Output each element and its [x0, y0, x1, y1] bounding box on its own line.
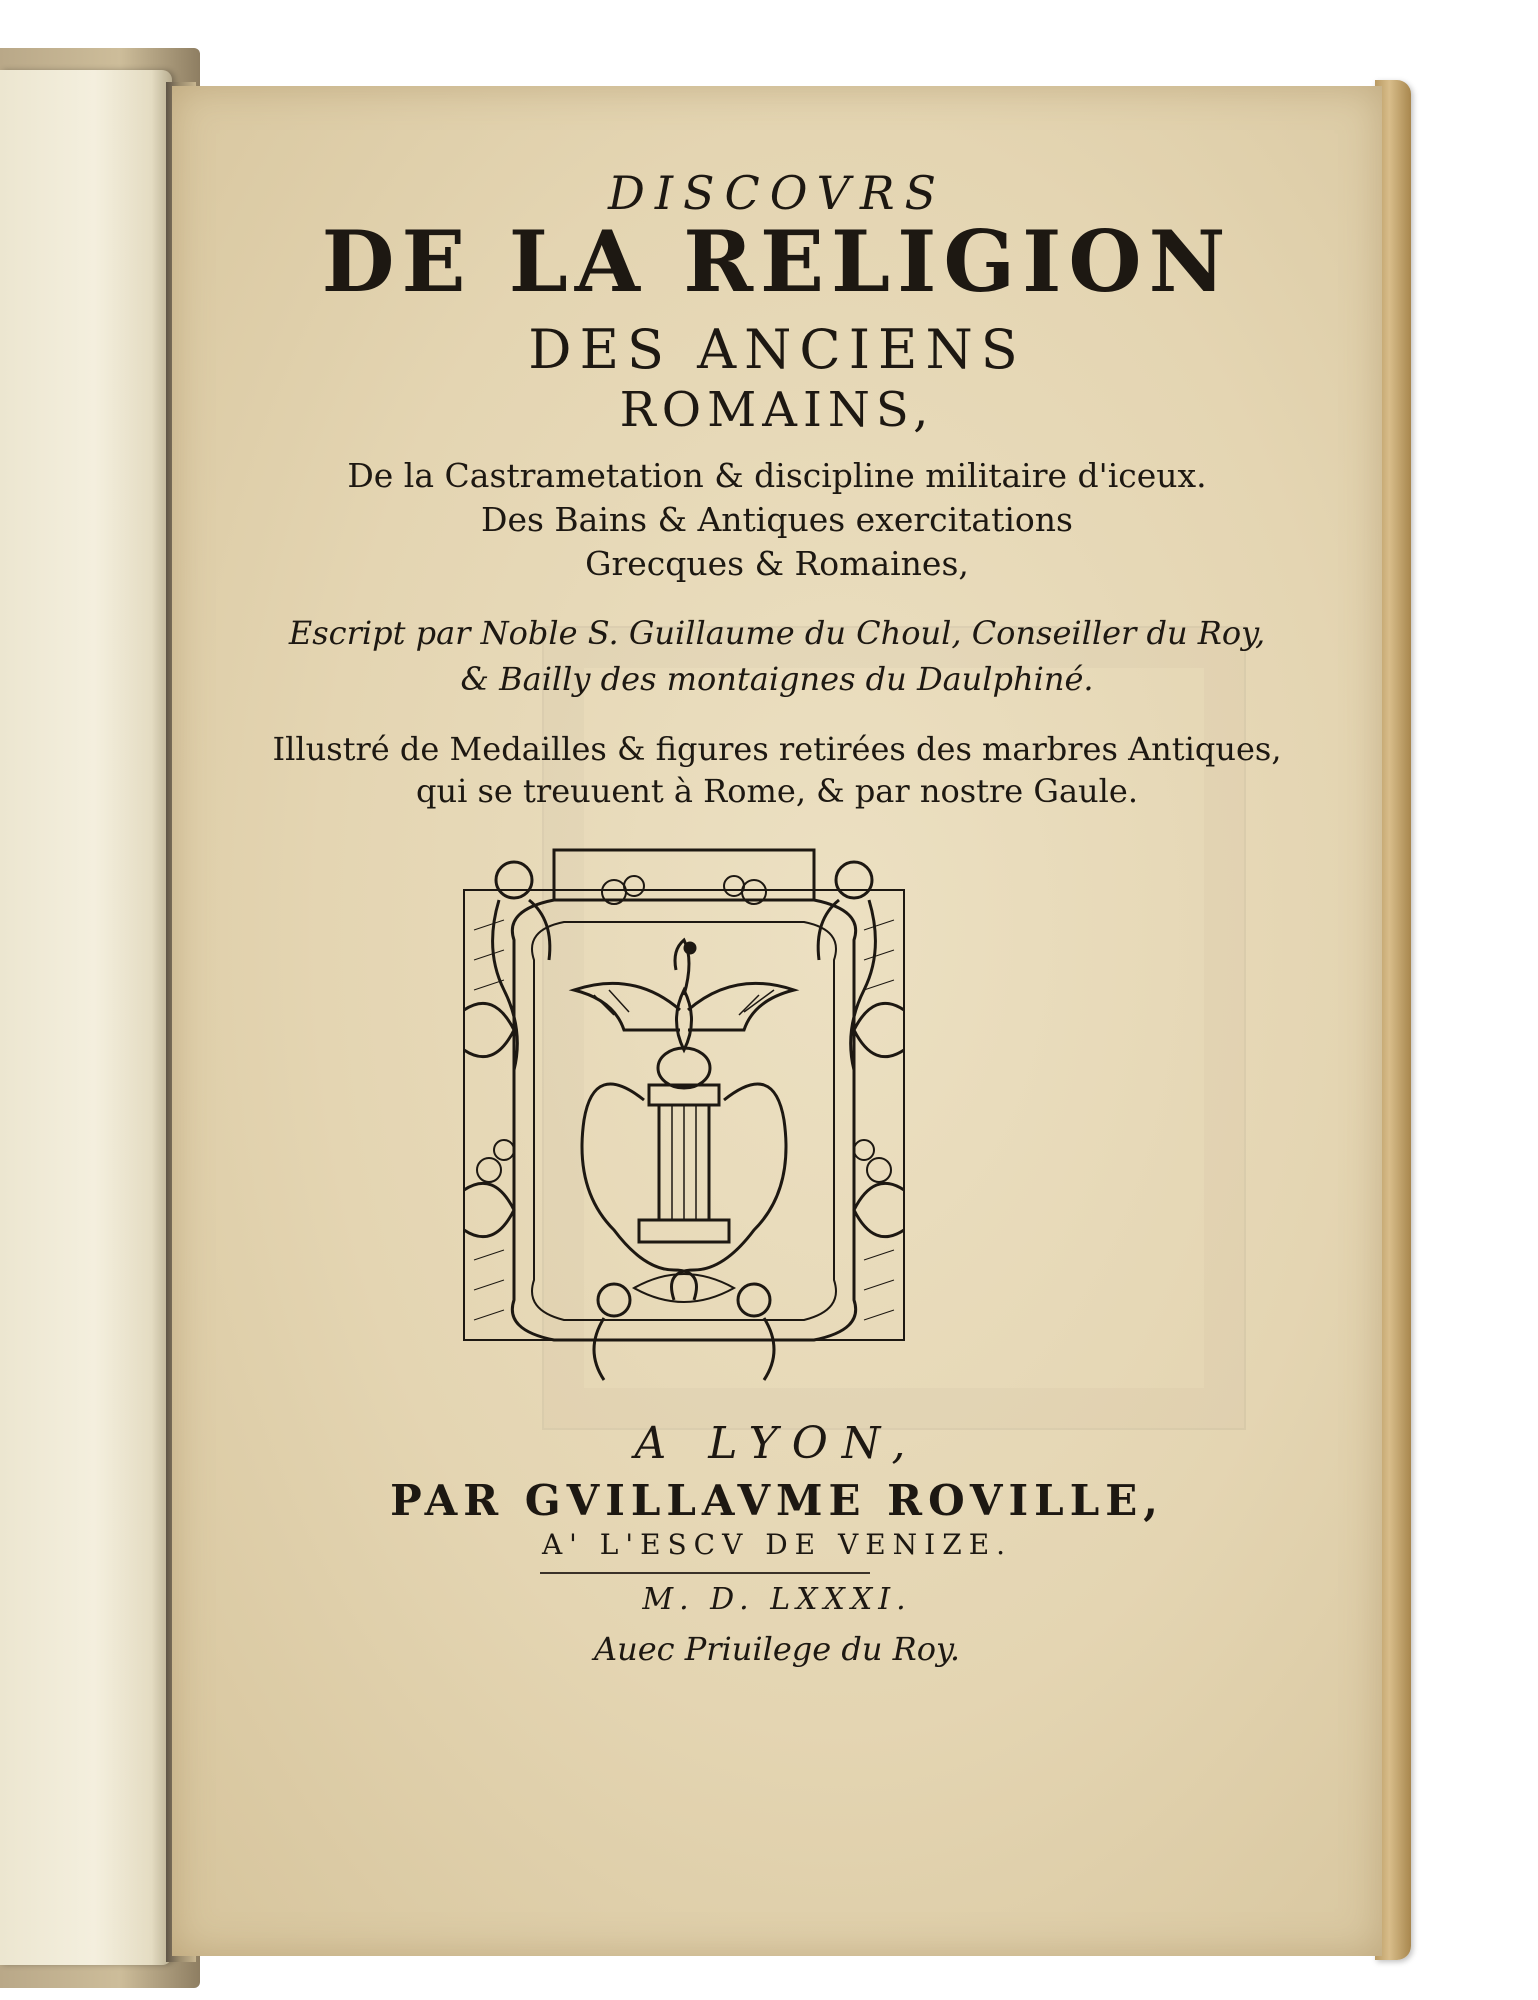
illustration-note-line-1: Illustré de Medailles & figures retirées des marbres Antiques,: [272, 730, 1282, 768]
sub-title-line-1: DES ANCIENS: [528, 318, 1026, 381]
main-title: DE LA RELIGION: [321, 212, 1233, 311]
publication-date: M. D. LXXXI.: [642, 1582, 912, 1617]
title-line-discours: DISCOVRS: [607, 166, 947, 220]
illustration-note-line-2: qui se treuuent à Rome, & par nostre Gaule.: [416, 772, 1138, 810]
author-line-1: Escript par Noble S. Guillaume du Choul, Conseiller du Roy,: [288, 614, 1266, 652]
flyleaf-page: [0, 70, 172, 1965]
royal-privilege: Auec Priuilege du Roy.: [593, 1630, 961, 1668]
printer-sign: A' L'ESCV DE VENIZE.: [541, 1528, 1013, 1561]
printers-device-woodcut: [444, 830, 924, 1400]
imprint-place: A LYON,: [634, 1418, 920, 1469]
imprint-rule: [540, 1572, 870, 1574]
description-line-1: De la Castrametation & discipline militaire d'iceux.: [347, 456, 1207, 495]
sub-title-line-2: ROMAINS,: [619, 382, 935, 438]
description-line-3: Grecques & Romaines,: [585, 544, 969, 583]
author-line-2: & Bailly des montaignes du Daulphiné.: [460, 660, 1094, 698]
printer-name: PAR GVILLAVME ROVILLE,: [390, 1476, 1164, 1525]
description-line-2: Des Bains & Antiques exercitations: [481, 500, 1073, 539]
